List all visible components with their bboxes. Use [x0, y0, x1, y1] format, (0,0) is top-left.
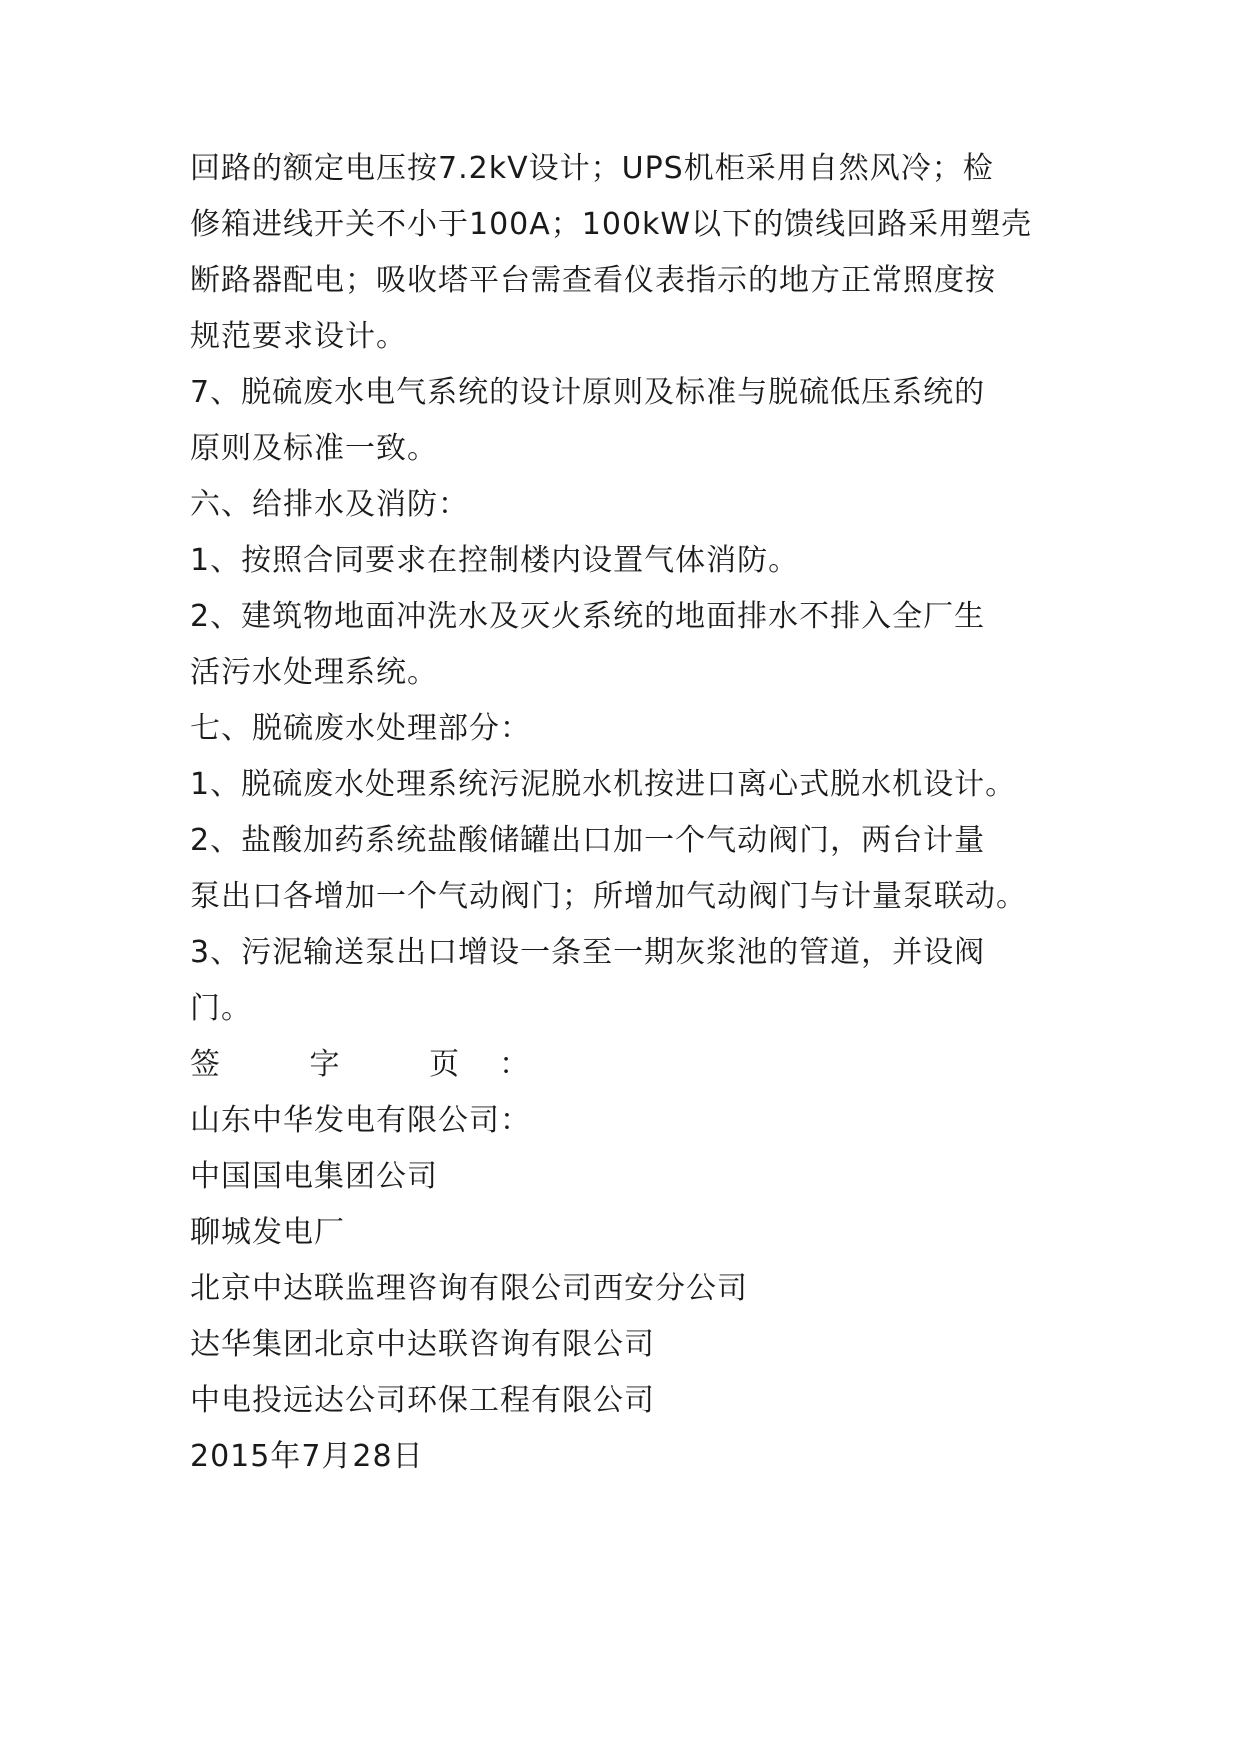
text-line: 修箱进线开关不小于100A；100kW以下的馈线回路采用塑壳 — [190, 207, 1033, 242]
signatory-line: 北京中达联监理咨询有限公司西安分公司 — [190, 1271, 748, 1306]
text-line: 泵出口各增加一个气动阀门；所增加气动阀门与计量泵联动。 — [190, 879, 1027, 914]
text-line: 2、建筑物地面冲洗水及灭火系统的地面排水不排入全厂生 — [190, 599, 986, 634]
text-line: 1、脱硫废水处理系统污泥脱水机按进口离心式脱水机设计。 — [190, 767, 1017, 802]
signatory-line: 中国国电集团公司 — [190, 1159, 438, 1194]
text-line: 2、盐酸加药系统盐酸储罐出口加一个气动阀门，两台计量 — [190, 823, 986, 858]
text-line: 1、按照合同要求在控制楼内设置气体消防。 — [190, 543, 800, 578]
section-heading: 六、给排水及消防： — [190, 487, 469, 522]
signatory-line: 中电投远达公司环保工程有限公司 — [190, 1383, 655, 1418]
text-line: 门。 — [190, 991, 252, 1026]
section-heading: 七、脱硫废水处理部分： — [190, 711, 531, 746]
text-line: 3、污泥输送泵出口增设一条至一期灰浆池的管道，并设阀 — [190, 935, 986, 970]
signature-page-heading: 签 字 页： — [190, 1047, 570, 1082]
text-line: 断路器配电；吸收塔平台需查看仪表指示的地方正常照度按 — [190, 263, 996, 298]
text-line: 活污水处理系统。 — [190, 655, 438, 690]
signatory-line: 达华集团北京中达联咨询有限公司 — [190, 1327, 655, 1362]
text-line: 规范要求设计。 — [190, 319, 407, 354]
text-line: 回路的额定电压按7.2kV设计；UPS机柜采用自然风冷；检 — [190, 151, 994, 186]
text-line: 7、脱硫废水电气系统的设计原则及标准与脱硫低压系统的 — [190, 375, 986, 410]
signatory-line: 聊城发电厂 — [190, 1215, 345, 1250]
text-line: 原则及标准一致。 — [190, 431, 438, 466]
document-date: 2015年7月28日 — [190, 1439, 424, 1474]
signatory-line: 山东中华发电有限公司： — [190, 1103, 531, 1138]
